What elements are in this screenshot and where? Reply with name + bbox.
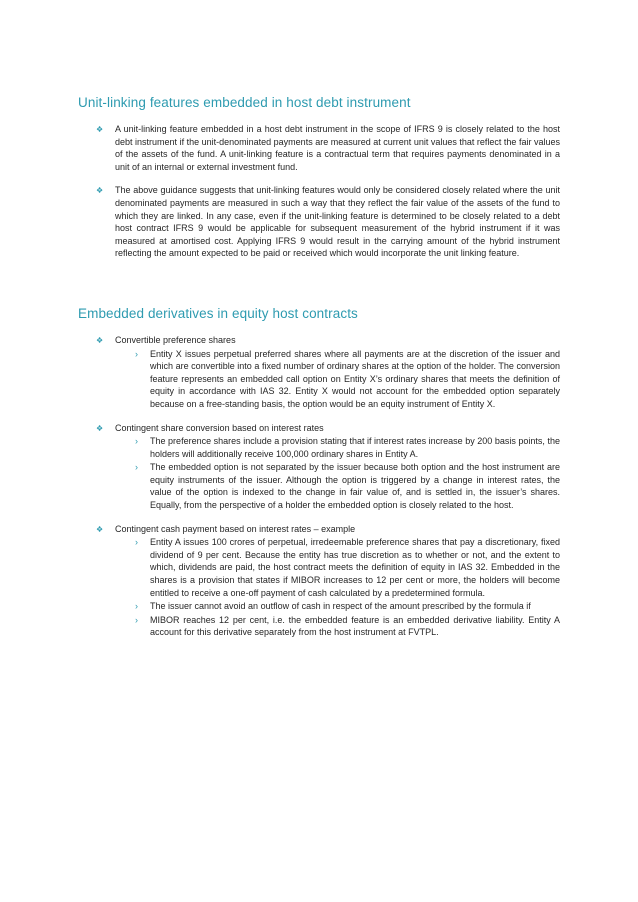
section-unit-linking (78, 95, 560, 260)
sub-bullet-text: The preference shares include a provision stating that if interest rates increase by 200 basis points, the holders will additionally receive 100,000 ordinary shares in Entity A. (150, 436, 560, 459)
sub-bullet-text: Entity X issues perpetual preferred shares where all payments are at the discretion of the issuer and which are convertible into a fixed number of ordinary shares at the option of the holder. The conversion feature represents an embedded call option on Entity X’s ordinary shares that meets the definition of equity in accordance with IAS 32. Entity X would not account for the embedded option separately because on a free-standing basis, the option would be an equity instrument of Entity X. (150, 348, 560, 409)
sub-bullet-item (135, 435, 560, 460)
section-title: Embedded derivatives in equity host contracts (78, 305, 358, 321)
diamond-bullet-icon: ❖ (96, 335, 104, 345)
bullet-item-body (115, 334, 560, 411)
sub-bullet-item (135, 461, 560, 511)
section-equity-host (78, 306, 560, 639)
sub-bullet-item (135, 536, 560, 599)
bullet-item-text: A unit-linking feature embedded in a host debt instrument in the scope of IFRS 9 is closely related to the host debt instrument if the unit-denominated payments are measured at current unit values that reflect the fair values of the assets of the fund. A unit-linking feature is a contractual term that requires payments denominated in a unit of an internal or external investment fund. (115, 124, 560, 172)
sub-bullet-text: Entity A issues 100 crores of perpetual, irredeemable preference shares that pay a discretionary, fixed dividend of 9 per cent. Because the entity has true discretion as to whether or not, and the extent to which, dividends are paid, the host contract meets the definition of equity in IAS 32. Embedded in the shares is a provision that states if MIBOR increases to 12 per cent or more, the holders will become entitled to receive a one-off payment of cash calculated by a predetermined formula. (150, 537, 560, 598)
chevron-bullet-icon: › (135, 462, 138, 473)
bullet-item (96, 422, 560, 512)
bullet-item (96, 123, 560, 173)
chevron-bullet-icon: › (135, 601, 138, 612)
sub-bullet-text: The embedded option is not separated by the issuer because both option and the host instrument are equity instruments of the issuer. Although the option is triggered by a change in interest rates, the value of the option is indexed to the change in fair value of, and is settled in, the issuer’s shares. Equally, from the perspective of a holder the embedded option is closely related to the host. (150, 462, 560, 511)
diamond-bullet-icon: ❖ (96, 125, 104, 134)
bullet-item-body (115, 184, 560, 260)
sub-bullet-item (135, 600, 560, 613)
chevron-bullet-icon: › (135, 436, 138, 447)
diamond-bullet-icon: ❖ (96, 423, 104, 433)
chevron-bullet-icon: › (135, 614, 138, 625)
diamond-bullet-icon: ❖ (96, 524, 104, 534)
bullet-item (96, 334, 560, 411)
section-title: Unit-linking features embedded in host debt instrument (78, 95, 411, 110)
bullet-item-text: The above guidance suggests that unit-linking features would only be considered closely related where the unit denominated payments are measured in such a way that they reflect the fair value of the assets of the fund to which they are linked. In any case, even if the unit-linking feature is determined to be closely related to a debt host contract IFRS 9 would be applicable for subsequent measurement of the hybrid instrument if it was measured at amortised cost. Applying IFRS 9 would result in the carrying amount of the hybrid instrument reflecting the amount expected to be paid or received which would incorporate the unit linking feature. (115, 185, 560, 259)
chevron-bullet-icon: › (135, 348, 138, 359)
bullet-item-text: Contingent share conversion based on interest rates (115, 422, 324, 433)
bullet-item (96, 523, 560, 639)
diamond-bullet-icon: ❖ (96, 186, 104, 196)
bullet-item-text: Convertible preference shares (115, 334, 236, 345)
sub-bullet-item (135, 348, 560, 411)
bullet-item-body (115, 523, 560, 639)
bullet-item-body (115, 123, 560, 173)
sub-bullet-text: MIBOR reaches 12 per cent, i.e. the embedded feature is an embedded derivative liability. Entity A account for this derivative separately from the host instrument at FVTPL. (150, 614, 560, 638)
chevron-bullet-icon: › (135, 537, 138, 548)
sub-bullet-text: The issuer cannot avoid an outflow of cash in respect of the amount prescribed by the formula if (150, 601, 531, 612)
bullet-item-body (115, 422, 560, 512)
sub-bullet-item (135, 614, 560, 639)
bullet-item (96, 184, 560, 260)
bullet-item-text: Contingent cash payment based on interest rates – example (115, 523, 356, 534)
